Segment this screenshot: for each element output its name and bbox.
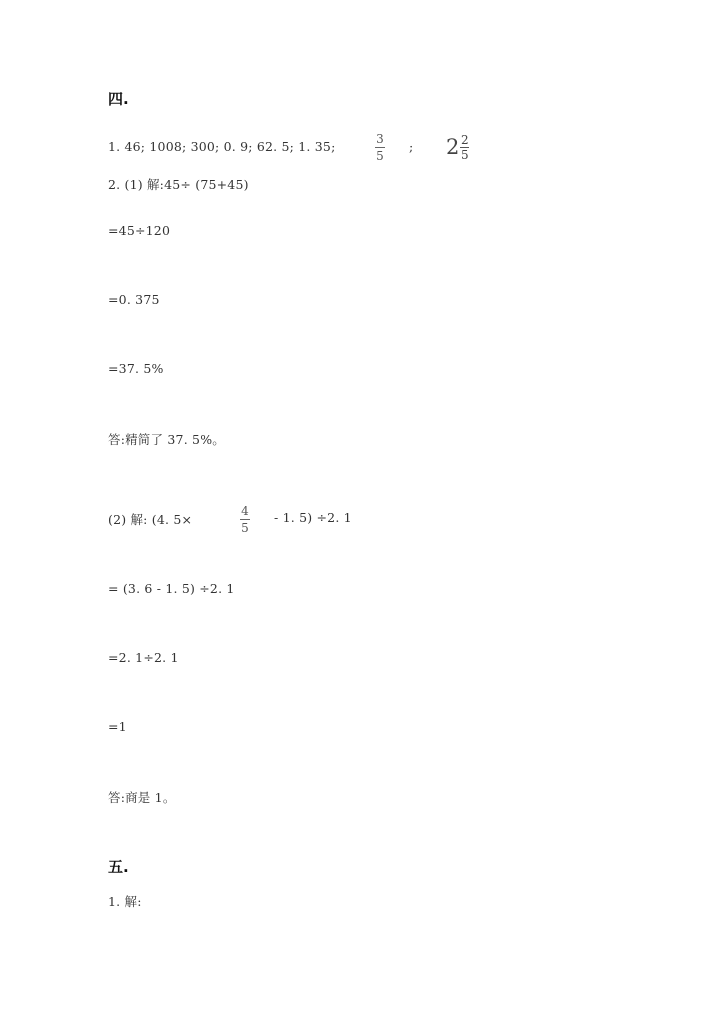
q2-part2-step-2: =2. 1÷2. 1	[108, 650, 179, 665]
fraction-denominator: 5	[241, 521, 249, 535]
fraction-denominator: 5	[376, 149, 384, 163]
fraction-four-fifths	[240, 505, 250, 534]
section-4-heading: 四.	[108, 90, 129, 108]
mixed-whole: 2	[446, 135, 460, 159]
q2-part1-step-2: =0. 375	[108, 292, 160, 307]
q1-separator: ;	[409, 139, 414, 154]
q2-part2-intro-b: - 1. 5) ÷2. 1	[274, 510, 352, 525]
q2-part2-answer: 答:商是 1。	[108, 790, 176, 805]
fraction-three-fifths	[375, 133, 385, 162]
section-5-q1: 1. 解:	[108, 894, 142, 909]
q1-answers: 1. 46; 1008; 300; 0. 9; 62. 5; 1. 35;	[108, 139, 336, 154]
q2-part1-answer: 答:精简了 37. 5%。	[108, 432, 225, 447]
fraction-numerator: 4	[241, 504, 249, 518]
mixed-number-two-and-two-fifths	[446, 134, 469, 161]
fraction-denominator: 5	[461, 148, 469, 162]
q2-part2-step-1: = (3. 6 - 1. 5) ÷2. 1	[108, 581, 235, 596]
section-5-heading: 五.	[108, 858, 129, 876]
fraction-numerator: 3	[376, 132, 384, 146]
q2-part1-step-1: =45÷120	[108, 223, 171, 238]
q2-part2-step-3: =1	[108, 719, 127, 734]
q2-part2-intro-a: (2) 解: (4. 5×	[108, 512, 193, 527]
q2-part1-intro: 2. (1) 解:45÷ (75+45)	[108, 177, 249, 192]
q2-part1-step-3: =37. 5%	[108, 361, 164, 376]
fraction-numerator: 2	[461, 133, 469, 147]
mixed-fraction	[460, 134, 469, 161]
